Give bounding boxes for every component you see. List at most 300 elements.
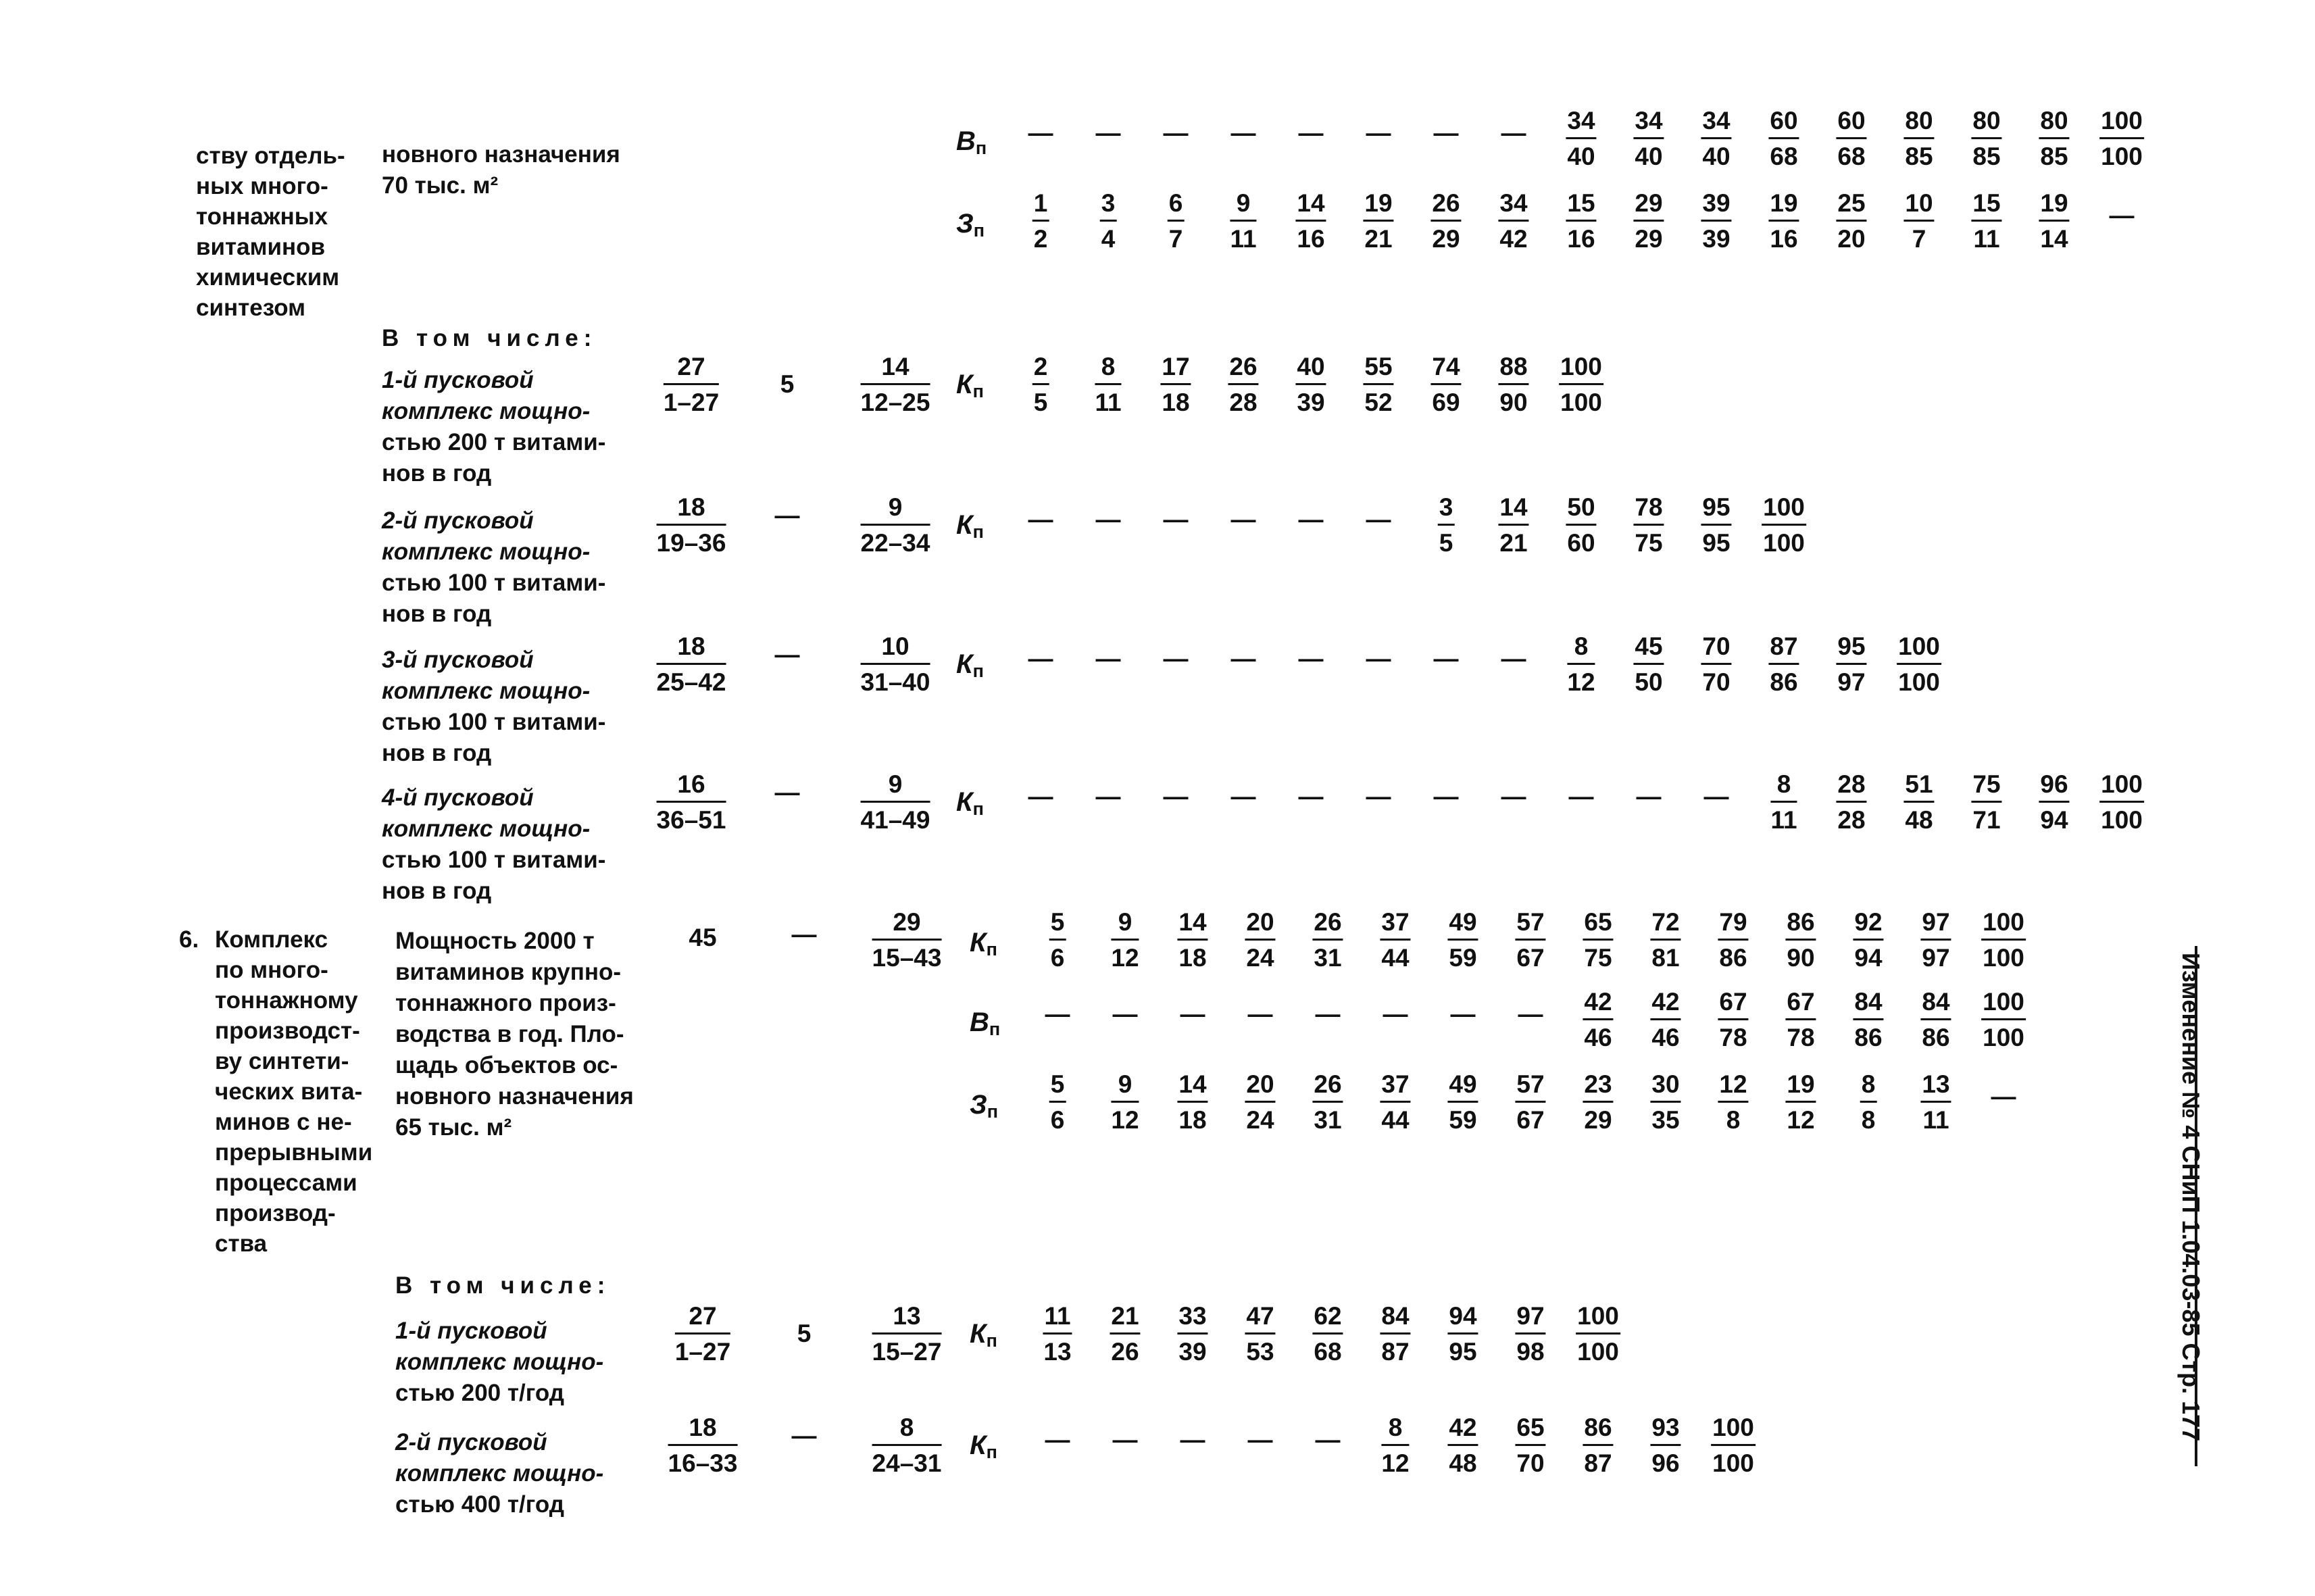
fraction-cell bbox=[2099, 105, 2144, 172]
indicator-subscript: п bbox=[987, 1101, 999, 1122]
section-name-line: производ- bbox=[215, 1200, 336, 1226]
section-name-line: витаминов bbox=[196, 234, 326, 260]
section-description-line: щадь объектов ос- bbox=[395, 1052, 618, 1078]
fraction-denominator: 31 bbox=[1314, 944, 1342, 972]
fraction-numerator: 50 bbox=[1567, 493, 1595, 521]
indicator-subscript: п bbox=[972, 661, 984, 681]
fraction-denominator: 87 bbox=[1381, 1338, 1410, 1366]
empty-cell-dash: — bbox=[1230, 119, 1256, 147]
fraction-numerator: 47 bbox=[1246, 1302, 1274, 1330]
indicator-letter: З bbox=[970, 1090, 987, 1120]
value-cell: 5 bbox=[780, 370, 795, 398]
fraction-bar bbox=[1701, 663, 1731, 665]
section-description-line: 70 тыс. м² bbox=[382, 172, 499, 199]
fraction-bar bbox=[1836, 137, 1866, 139]
fraction-bar bbox=[1245, 1101, 1275, 1103]
section-name-line: Комплекс bbox=[215, 926, 328, 953]
fraction-cell bbox=[1312, 1301, 1343, 1368]
empty-cell-dash: — bbox=[1247, 1000, 1273, 1028]
fraction-numerator: 15 bbox=[1972, 189, 2001, 217]
fraction-cell bbox=[2039, 188, 2069, 255]
fraction-numerator: 97 bbox=[1922, 908, 1950, 936]
fraction-numerator: 3 bbox=[1101, 189, 1116, 217]
fraction-denominator: 12–25 bbox=[860, 389, 930, 416]
launch-complex-description-line: 4-й пусковой bbox=[382, 784, 534, 811]
section-description-line: 65 тыс. м² bbox=[395, 1114, 512, 1141]
fraction-cell bbox=[1380, 907, 1410, 974]
empty-cell-dash: — bbox=[1315, 1426, 1341, 1453]
fraction-cell bbox=[1566, 492, 1596, 559]
fraction-cell bbox=[1363, 188, 1393, 255]
fraction-cell bbox=[872, 1301, 942, 1368]
fraction-bar bbox=[2039, 220, 2069, 222]
fraction-denominator: 14 bbox=[2040, 225, 2068, 253]
fraction-numerator: 9 bbox=[1118, 908, 1132, 936]
indicator-letter: В bbox=[956, 126, 976, 156]
fraction-bar bbox=[2099, 137, 2144, 139]
fraction-cell bbox=[1295, 351, 1326, 418]
fraction-cell bbox=[1110, 1301, 1140, 1368]
empty-cell-dash: — bbox=[1518, 1000, 1543, 1028]
fraction-cell bbox=[1920, 987, 1951, 1053]
fraction-cell bbox=[1903, 769, 1934, 836]
fraction-denominator: 68 bbox=[1770, 143, 1798, 170]
fraction-bar bbox=[1566, 220, 1596, 222]
fraction-bar bbox=[1971, 801, 2001, 803]
fraction-cell bbox=[2039, 769, 2069, 836]
fraction-cell bbox=[1770, 769, 1797, 836]
fraction-numerator: 79 bbox=[1719, 908, 1747, 936]
fraction-numerator: 80 bbox=[1972, 107, 2001, 134]
value-cell: 5 bbox=[797, 1320, 812, 1347]
fraction-cell bbox=[1515, 907, 1545, 974]
indicator-symbol bbox=[970, 1430, 997, 1468]
fraction-denominator: 11 bbox=[1973, 225, 2000, 253]
indicator-subscript: п bbox=[973, 220, 985, 241]
fraction-numerator: 15 bbox=[1567, 189, 1595, 217]
fraction-denominator: 59 bbox=[1449, 944, 1477, 972]
section-name-line: процессами bbox=[215, 1170, 357, 1196]
fraction-denominator: 6 bbox=[1050, 944, 1065, 972]
fraction-cell bbox=[1718, 907, 1748, 974]
fraction-numerator: 11 bbox=[1044, 1302, 1071, 1330]
fraction-denominator: 95 bbox=[1702, 529, 1731, 557]
fraction-bar bbox=[1430, 220, 1461, 222]
fraction-bar bbox=[1860, 1101, 1877, 1103]
fraction-denominator: 11 bbox=[1230, 225, 1257, 253]
fraction-bar bbox=[1981, 1018, 2026, 1020]
fraction-cell bbox=[1903, 105, 1934, 172]
fraction-numerator: 14 bbox=[1297, 189, 1325, 217]
fraction-denominator: 42 bbox=[1499, 225, 1528, 253]
fraction-numerator: 14 bbox=[881, 353, 910, 380]
fraction-bar bbox=[1160, 383, 1191, 385]
fraction-bar bbox=[1718, 1101, 1748, 1103]
fraction-cell bbox=[1583, 987, 1613, 1053]
fraction-numerator: 34 bbox=[1567, 107, 1595, 134]
fraction-numerator: 100 bbox=[1560, 353, 1602, 380]
fraction-denominator: 100 bbox=[1898, 668, 1940, 696]
fraction-numerator: 100 bbox=[1577, 1302, 1619, 1330]
empty-cell-dash: — bbox=[1095, 645, 1121, 672]
indicator-subscript: п bbox=[989, 1019, 1001, 1039]
empty-cell-dash: — bbox=[791, 1422, 817, 1449]
empty-cell-dash: — bbox=[1112, 1426, 1138, 1453]
fraction-numerator: 26 bbox=[1229, 353, 1258, 380]
fraction-cell bbox=[1177, 1301, 1208, 1368]
indicator-letter: К bbox=[956, 510, 973, 540]
launch-complex-description-line: стью 100 т витами- bbox=[382, 847, 606, 873]
fraction-bar bbox=[872, 939, 942, 941]
fraction-denominator: 16–33 bbox=[668, 1449, 738, 1477]
fraction-bar bbox=[1576, 1332, 1620, 1335]
launch-complex-description-line: 1-й пусковой bbox=[395, 1318, 547, 1344]
fraction-denominator: 53 bbox=[1246, 1338, 1274, 1366]
fraction-denominator: 48 bbox=[1449, 1449, 1477, 1477]
fraction-numerator: 1 bbox=[1033, 189, 1048, 217]
fraction-cell bbox=[1095, 351, 1121, 418]
fraction-cell bbox=[1768, 631, 1799, 698]
indicator-letter: К bbox=[970, 1430, 987, 1460]
fraction-numerator: 3 bbox=[1439, 493, 1453, 521]
fraction-denominator: 75 bbox=[1584, 944, 1612, 972]
indicator-symbol bbox=[956, 787, 984, 824]
fraction-cell bbox=[1380, 1069, 1410, 1136]
fraction-numerator: 29 bbox=[1635, 189, 1663, 217]
empty-cell-dash: — bbox=[1501, 782, 1526, 810]
section-name-line: синтезом bbox=[196, 295, 306, 321]
fraction-numerator: 67 bbox=[1719, 988, 1747, 1016]
fraction-bar bbox=[1853, 1018, 1883, 1020]
fraction-cell bbox=[1312, 907, 1343, 974]
fraction-denominator: 29 bbox=[1432, 225, 1460, 253]
fraction-numerator: 100 bbox=[1983, 988, 2024, 1016]
fraction-cell bbox=[1853, 987, 1883, 1053]
fraction-denominator: 46 bbox=[1651, 1024, 1680, 1051]
section-name-line: ства bbox=[215, 1230, 268, 1257]
fraction-numerator: 87 bbox=[1770, 632, 1798, 660]
section-number: 6. bbox=[179, 926, 199, 953]
fraction-bar bbox=[1903, 801, 1934, 803]
fraction-denominator: 70 bbox=[1702, 668, 1731, 696]
indicator-letter: К bbox=[956, 649, 973, 679]
launch-complex-description-line: 3-й пусковой bbox=[382, 647, 534, 673]
fraction-bar bbox=[1711, 1444, 1756, 1446]
fraction-denominator: 39 bbox=[1178, 1338, 1207, 1366]
fraction-cell bbox=[1049, 1069, 1066, 1136]
fraction-numerator: 100 bbox=[1983, 908, 2024, 936]
fraction-bar bbox=[861, 383, 930, 385]
fraction-denominator: 81 bbox=[1651, 944, 1680, 972]
section-description-line: тоннажного произ- bbox=[395, 990, 616, 1016]
indicator-letter: К bbox=[956, 370, 973, 399]
empty-cell-dash: — bbox=[1163, 782, 1189, 810]
fraction-cell bbox=[657, 631, 726, 698]
fraction-numerator: 27 bbox=[689, 1302, 717, 1330]
fraction-denominator: 21 bbox=[1499, 529, 1528, 557]
fraction-denominator: 67 bbox=[1516, 1106, 1545, 1134]
fraction-bar bbox=[1515, 939, 1545, 941]
fraction-denominator: 78 bbox=[1787, 1024, 1815, 1051]
fraction-bar bbox=[1447, 1101, 1478, 1103]
fraction-denominator: 100 bbox=[2101, 806, 2143, 834]
empty-cell-dash: — bbox=[1366, 645, 1391, 672]
fraction-denominator: 95 bbox=[1449, 1338, 1477, 1366]
fraction-denominator: 97 bbox=[1837, 668, 1866, 696]
fraction-numerator: 27 bbox=[677, 353, 705, 380]
fraction-bar bbox=[1498, 383, 1528, 385]
fraction-denominator: 11 bbox=[1770, 806, 1797, 834]
fraction-cell bbox=[1981, 987, 2026, 1053]
fraction-numerator: 37 bbox=[1381, 1070, 1410, 1098]
fraction-cell bbox=[1971, 188, 2001, 255]
section-description-line: новного назначения bbox=[395, 1083, 634, 1109]
empty-cell-dash: — bbox=[1433, 645, 1459, 672]
fraction-bar bbox=[1177, 939, 1208, 941]
fraction-cell bbox=[861, 769, 930, 836]
section-name-line: минов с не- bbox=[215, 1109, 352, 1135]
empty-cell-dash: — bbox=[791, 920, 817, 948]
empty-cell-dash: — bbox=[1298, 505, 1324, 533]
fraction-numerator: 65 bbox=[1516, 1414, 1545, 1441]
fraction-numerator: 5 bbox=[1050, 908, 1065, 936]
fraction-bar bbox=[1633, 220, 1664, 222]
fraction-bar bbox=[2099, 801, 2144, 803]
fraction-denominator: 31–40 bbox=[860, 668, 930, 696]
fraction-denominator: 26 bbox=[1111, 1338, 1139, 1366]
fraction-numerator: 95 bbox=[1702, 493, 1731, 521]
fraction-numerator: 9 bbox=[888, 770, 903, 798]
fraction-denominator: 98 bbox=[1516, 1338, 1545, 1366]
fraction-bar bbox=[1559, 383, 1603, 385]
fraction-bar bbox=[861, 524, 930, 526]
fraction-denominator: 100 bbox=[2101, 143, 2143, 170]
indicator-subscript: п bbox=[986, 1330, 997, 1351]
fraction-numerator: 18 bbox=[689, 1414, 717, 1441]
fraction-denominator: 21 bbox=[1364, 225, 1393, 253]
fraction-bar bbox=[861, 663, 930, 665]
fraction-bar bbox=[675, 1332, 730, 1335]
empty-cell-dash: — bbox=[774, 501, 800, 529]
fraction-cell bbox=[1860, 1069, 1877, 1136]
section-name-line: тоннажных bbox=[196, 203, 328, 230]
fraction-bar bbox=[1650, 1444, 1681, 1446]
fraction-numerator: 72 bbox=[1651, 908, 1680, 936]
fraction-denominator: 28 bbox=[1229, 389, 1258, 416]
fraction-numerator: 9 bbox=[888, 493, 903, 521]
fraction-numerator: 12 bbox=[1719, 1070, 1747, 1098]
fraction-cell bbox=[1633, 492, 1664, 559]
fraction-bar bbox=[1785, 1101, 1816, 1103]
fraction-denominator: 40 bbox=[1702, 143, 1731, 170]
fraction-denominator: 94 bbox=[1854, 944, 1883, 972]
empty-cell-dash: — bbox=[1703, 782, 1729, 810]
fraction-denominator: 94 bbox=[2040, 806, 2068, 834]
indicator-subscript: п bbox=[972, 522, 984, 542]
fraction-denominator: 100 bbox=[1560, 389, 1602, 416]
fraction-cell bbox=[1363, 351, 1393, 418]
indicator-letter: К bbox=[970, 1319, 987, 1349]
fraction-cell bbox=[1515, 1412, 1545, 1479]
fraction-numerator: 88 bbox=[1499, 353, 1528, 380]
empty-cell-dash: — bbox=[1180, 1000, 1205, 1028]
launch-complex-description-line: комплекс мощно- bbox=[382, 398, 591, 424]
fraction-bar bbox=[1566, 524, 1596, 526]
fraction-bar bbox=[1768, 220, 1799, 222]
fraction-cell bbox=[1447, 907, 1478, 974]
fraction-numerator: 94 bbox=[1449, 1302, 1477, 1330]
fraction-bar bbox=[1701, 137, 1731, 139]
fraction-denominator: 96 bbox=[1651, 1449, 1680, 1477]
fraction-bar bbox=[1110, 1332, 1140, 1335]
fraction-numerator: 13 bbox=[1922, 1070, 1950, 1098]
fraction-bar bbox=[1920, 939, 1951, 941]
fraction-numerator: 9 bbox=[1236, 189, 1251, 217]
empty-cell-dash: — bbox=[1366, 119, 1391, 147]
section-name-line: ству отдель- bbox=[196, 143, 345, 169]
fraction-bar bbox=[1363, 383, 1393, 385]
indicator-letter: В bbox=[970, 1007, 989, 1037]
fraction-bar bbox=[1583, 1101, 1613, 1103]
fraction-numerator: 62 bbox=[1314, 1302, 1342, 1330]
empty-cell-dash: — bbox=[1095, 505, 1121, 533]
launch-complex-description-line: стью 100 т витами- bbox=[382, 570, 606, 596]
fraction-numerator: 6 bbox=[1168, 189, 1183, 217]
indicator-symbol bbox=[956, 126, 987, 164]
fraction-bar bbox=[1032, 383, 1049, 385]
fraction-bar bbox=[1566, 137, 1596, 139]
indicator-symbol bbox=[970, 1007, 1000, 1045]
fraction-cell bbox=[1718, 987, 1748, 1053]
fraction-cell bbox=[1853, 907, 1883, 974]
empty-cell-dash: — bbox=[1298, 119, 1324, 147]
fraction-cell bbox=[1245, 1301, 1275, 1368]
fraction-cell bbox=[861, 631, 930, 698]
fraction-numerator: 67 bbox=[1787, 988, 1815, 1016]
fraction-cell bbox=[1583, 1069, 1613, 1136]
section-name-line: тоннажному bbox=[215, 987, 358, 1014]
fraction-numerator: 25 bbox=[1837, 189, 1866, 217]
launch-complex-description-line: нов в год bbox=[382, 460, 492, 487]
fraction-denominator: 29 bbox=[1635, 225, 1663, 253]
fraction-bar bbox=[1498, 220, 1528, 222]
fraction-numerator: 13 bbox=[893, 1302, 921, 1330]
fraction-bar bbox=[1650, 939, 1681, 941]
fraction-bar bbox=[1515, 1444, 1545, 1446]
fraction-cell bbox=[861, 351, 930, 418]
fraction-numerator: 8 bbox=[1388, 1414, 1403, 1441]
fraction-cell bbox=[1049, 907, 1066, 974]
fraction-denominator: 85 bbox=[1972, 143, 2001, 170]
fraction-bar bbox=[1312, 1101, 1343, 1103]
fraction-cell bbox=[1515, 1069, 1545, 1136]
fraction-denominator: 19–36 bbox=[656, 529, 726, 557]
fraction-bar bbox=[1768, 663, 1799, 665]
fraction-bar bbox=[1785, 1018, 1816, 1020]
empty-cell-dash: — bbox=[1247, 1426, 1273, 1453]
fraction-numerator: 26 bbox=[1314, 1070, 1342, 1098]
fraction-denominator: 86 bbox=[1719, 944, 1747, 972]
fraction-denominator: 18 bbox=[1162, 389, 1190, 416]
fraction-cell bbox=[1785, 1069, 1816, 1136]
fraction-numerator: 42 bbox=[1584, 988, 1612, 1016]
fraction-cell bbox=[1650, 1069, 1681, 1136]
fraction-bar bbox=[1295, 383, 1326, 385]
fraction-cell bbox=[1380, 1301, 1410, 1368]
fraction-bar bbox=[1836, 220, 1866, 222]
empty-cell-dash: — bbox=[1163, 119, 1189, 147]
fraction-numerator: 2 bbox=[1033, 353, 1048, 380]
indicator-subscript: п bbox=[972, 799, 984, 819]
fraction-numerator: 8 bbox=[1861, 1070, 1876, 1098]
fraction-cell bbox=[1032, 351, 1049, 418]
fraction-bar bbox=[657, 801, 726, 803]
section-name-line: по много- bbox=[215, 957, 328, 983]
fraction-numerator: 78 bbox=[1635, 493, 1663, 521]
empty-cell-dash: — bbox=[1028, 782, 1053, 810]
fraction-cell bbox=[1711, 1412, 1756, 1479]
fraction-denominator: 36–51 bbox=[656, 806, 726, 834]
fraction-numerator: 17 bbox=[1162, 353, 1190, 380]
fraction-cell bbox=[657, 769, 726, 836]
launch-complex-description-line: стью 400 т/год bbox=[395, 1491, 564, 1518]
fraction-numerator: 100 bbox=[1712, 1414, 1754, 1441]
fraction-bar bbox=[1228, 383, 1258, 385]
fraction-bar bbox=[1762, 524, 1806, 526]
fraction-cell bbox=[1228, 351, 1258, 418]
fraction-denominator: 16 bbox=[1297, 225, 1325, 253]
fraction-cell bbox=[1245, 1069, 1275, 1136]
fraction-bar bbox=[668, 1444, 738, 1446]
fraction-cell bbox=[657, 492, 726, 559]
fraction-bar bbox=[1177, 1101, 1208, 1103]
launch-complex-description-line: комплекс мощно- bbox=[382, 678, 591, 704]
fraction-numerator: 45 bbox=[1635, 632, 1663, 660]
fraction-numerator: 20 bbox=[1246, 908, 1274, 936]
fraction-cell bbox=[1897, 631, 1941, 698]
fraction-bar bbox=[1583, 939, 1613, 941]
fraction-bar bbox=[1903, 137, 1934, 139]
fraction-denominator: 7 bbox=[1912, 225, 1926, 253]
fraction-numerator: 42 bbox=[1651, 988, 1680, 1016]
fraction-cell bbox=[1633, 631, 1664, 698]
empty-cell-dash: — bbox=[1366, 782, 1391, 810]
empty-cell-dash: — bbox=[1568, 782, 1594, 810]
fraction-bar bbox=[1701, 220, 1731, 222]
fraction-denominator: 68 bbox=[1837, 143, 1866, 170]
fraction-numerator: 70 bbox=[1702, 632, 1731, 660]
fraction-cell bbox=[1043, 1301, 1072, 1368]
section-name-line: ных много- bbox=[196, 173, 328, 199]
fraction-denominator: 41–49 bbox=[860, 806, 930, 834]
fraction-denominator: 100 bbox=[1712, 1449, 1754, 1477]
fraction-cell bbox=[1785, 987, 1816, 1053]
fraction-numerator: 14 bbox=[1499, 493, 1528, 521]
fraction-cell bbox=[1718, 1069, 1748, 1136]
fraction-denominator: 85 bbox=[2040, 143, 2068, 170]
fraction-denominator: 40 bbox=[1635, 143, 1663, 170]
fraction-bar bbox=[1903, 220, 1934, 222]
fraction-bar bbox=[664, 383, 719, 385]
value-cell: 45 bbox=[689, 924, 717, 951]
fraction-bar bbox=[1981, 939, 2026, 941]
fraction-cell bbox=[1111, 1069, 1139, 1136]
section-name-line: ву синтети- bbox=[215, 1048, 349, 1074]
empty-cell-dash: — bbox=[1045, 1426, 1070, 1453]
fraction-denominator: 90 bbox=[1787, 944, 1815, 972]
launch-complex-description-line: нов в год bbox=[382, 740, 492, 766]
launch-complex-description-line: комплекс мощно- bbox=[382, 539, 591, 565]
